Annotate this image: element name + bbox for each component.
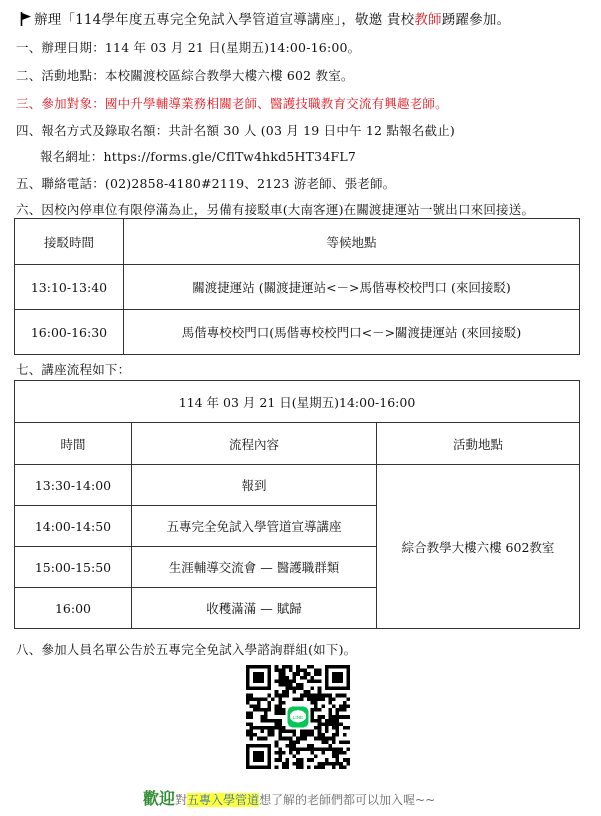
item-shuttle-note: 六、因校內停車位有限停滿為止，另備有接駁車(大南客運)在關渡捷運站一號出口來回接送。 [16,202,535,217]
agenda-table [14,380,580,629]
agenda-time-cell: 14:00-14:50 [15,506,132,547]
intro-highlight: 教師 [414,12,442,28]
item-venue: 二、活動地點：本校關渡校區綜合教學大樓六樓 602 教室。 [16,68,354,83]
agenda-header-location: 活動地點 [377,423,580,465]
welcome-post: 想了解的老師們都可以加入喔~~ [259,793,436,807]
agenda-date-cell: 114 年 03 月 21 日(星期五)14:00-16:00 [15,381,580,423]
signup-url-link[interactable]: 報名網址：https://forms.gle/CflTw4hkd5HT34FL7 [40,149,357,164]
agenda-content-cell: 收穫滿滿 — 賦歸 [132,588,377,629]
agenda-time-cell: 16:00 [15,588,132,629]
agenda-header-time: 時間 [15,423,132,465]
agenda-location-cell: 綜合教學大樓六樓 602教室 [377,465,580,629]
item-signup: 四、報名方式及錄取名額：共計名額 30 人 (03 月 19 日中午 12 點報名截止) [16,123,455,138]
table-row [15,310,580,355]
item-qr-note: 八、參加人員名單公告於五專完全免試入學諮詢群組(如下)。 [16,642,357,657]
intro-text: 辦理「114學年度五專完全免試入學管道宣導講座」，敬邀 貴校 [34,12,415,28]
item-target [16,94,448,112]
welcome-big: 歡迎 [143,789,176,808]
agenda-time-cell: 15:00-15:50 [15,547,132,588]
table-row [15,465,580,506]
shuttle-header-location: 等候地點 [124,219,580,265]
target-value: 國中升學輔導業務相關老師、醫護技職教育交流有興趣老師。 [104,96,448,111]
shuttle-location-cell: 馬偕專校校門口(馬偕專校校門口<－>關渡捷運站 (來回接駁) [124,310,580,355]
item-agenda-title: 七、講座流程如下： [16,362,131,377]
item-contact: 五、聯絡電話：(02)2858-4180#2119、2123 游老師、張老師。 [16,176,396,191]
agenda-content-cell: 生涯輔導交流會 — 醫護職群類 [132,547,377,588]
line-logo-icon [285,704,310,729]
shuttle-location-cell: 關渡捷運站 (關渡捷運站<－>馬偕專校校門口 (來回接駁) [124,265,580,310]
agenda-header-content: 流程內容 [132,423,377,465]
flag-icon [20,12,32,26]
shuttle-header-time: 接駁時間 [15,219,124,265]
target-label: 三、參加對象： [16,96,105,111]
item-date: 一、辦理日期：114 年 03 月 21 日(星期五)14:00-16:00。 [16,40,361,55]
agenda-time-cell: 13:30-14:00 [15,465,132,506]
table-header-row [15,219,580,265]
qr-code-icon[interactable] [246,665,350,769]
welcome-pre: 對 [175,793,188,807]
shuttle-table [14,218,580,355]
invitation-line [20,8,510,28]
welcome-highlight: 五專入學管道 [187,793,260,807]
agenda-content-cell: 報到 [132,465,377,506]
table-row [15,265,580,310]
agenda-date-row [15,381,580,423]
welcome-line [143,786,435,809]
shuttle-time-cell: 16:00-16:30 [15,310,124,355]
shuttle-time-cell: 13:10-13:40 [15,265,124,310]
agenda-content-cell: 五專完全免試入學管道宣導講座 [132,506,377,547]
line-logo-label: LINE [292,714,304,720]
table-header-row [15,423,580,465]
intro-text-end: 踴躍參加。 [441,12,511,28]
